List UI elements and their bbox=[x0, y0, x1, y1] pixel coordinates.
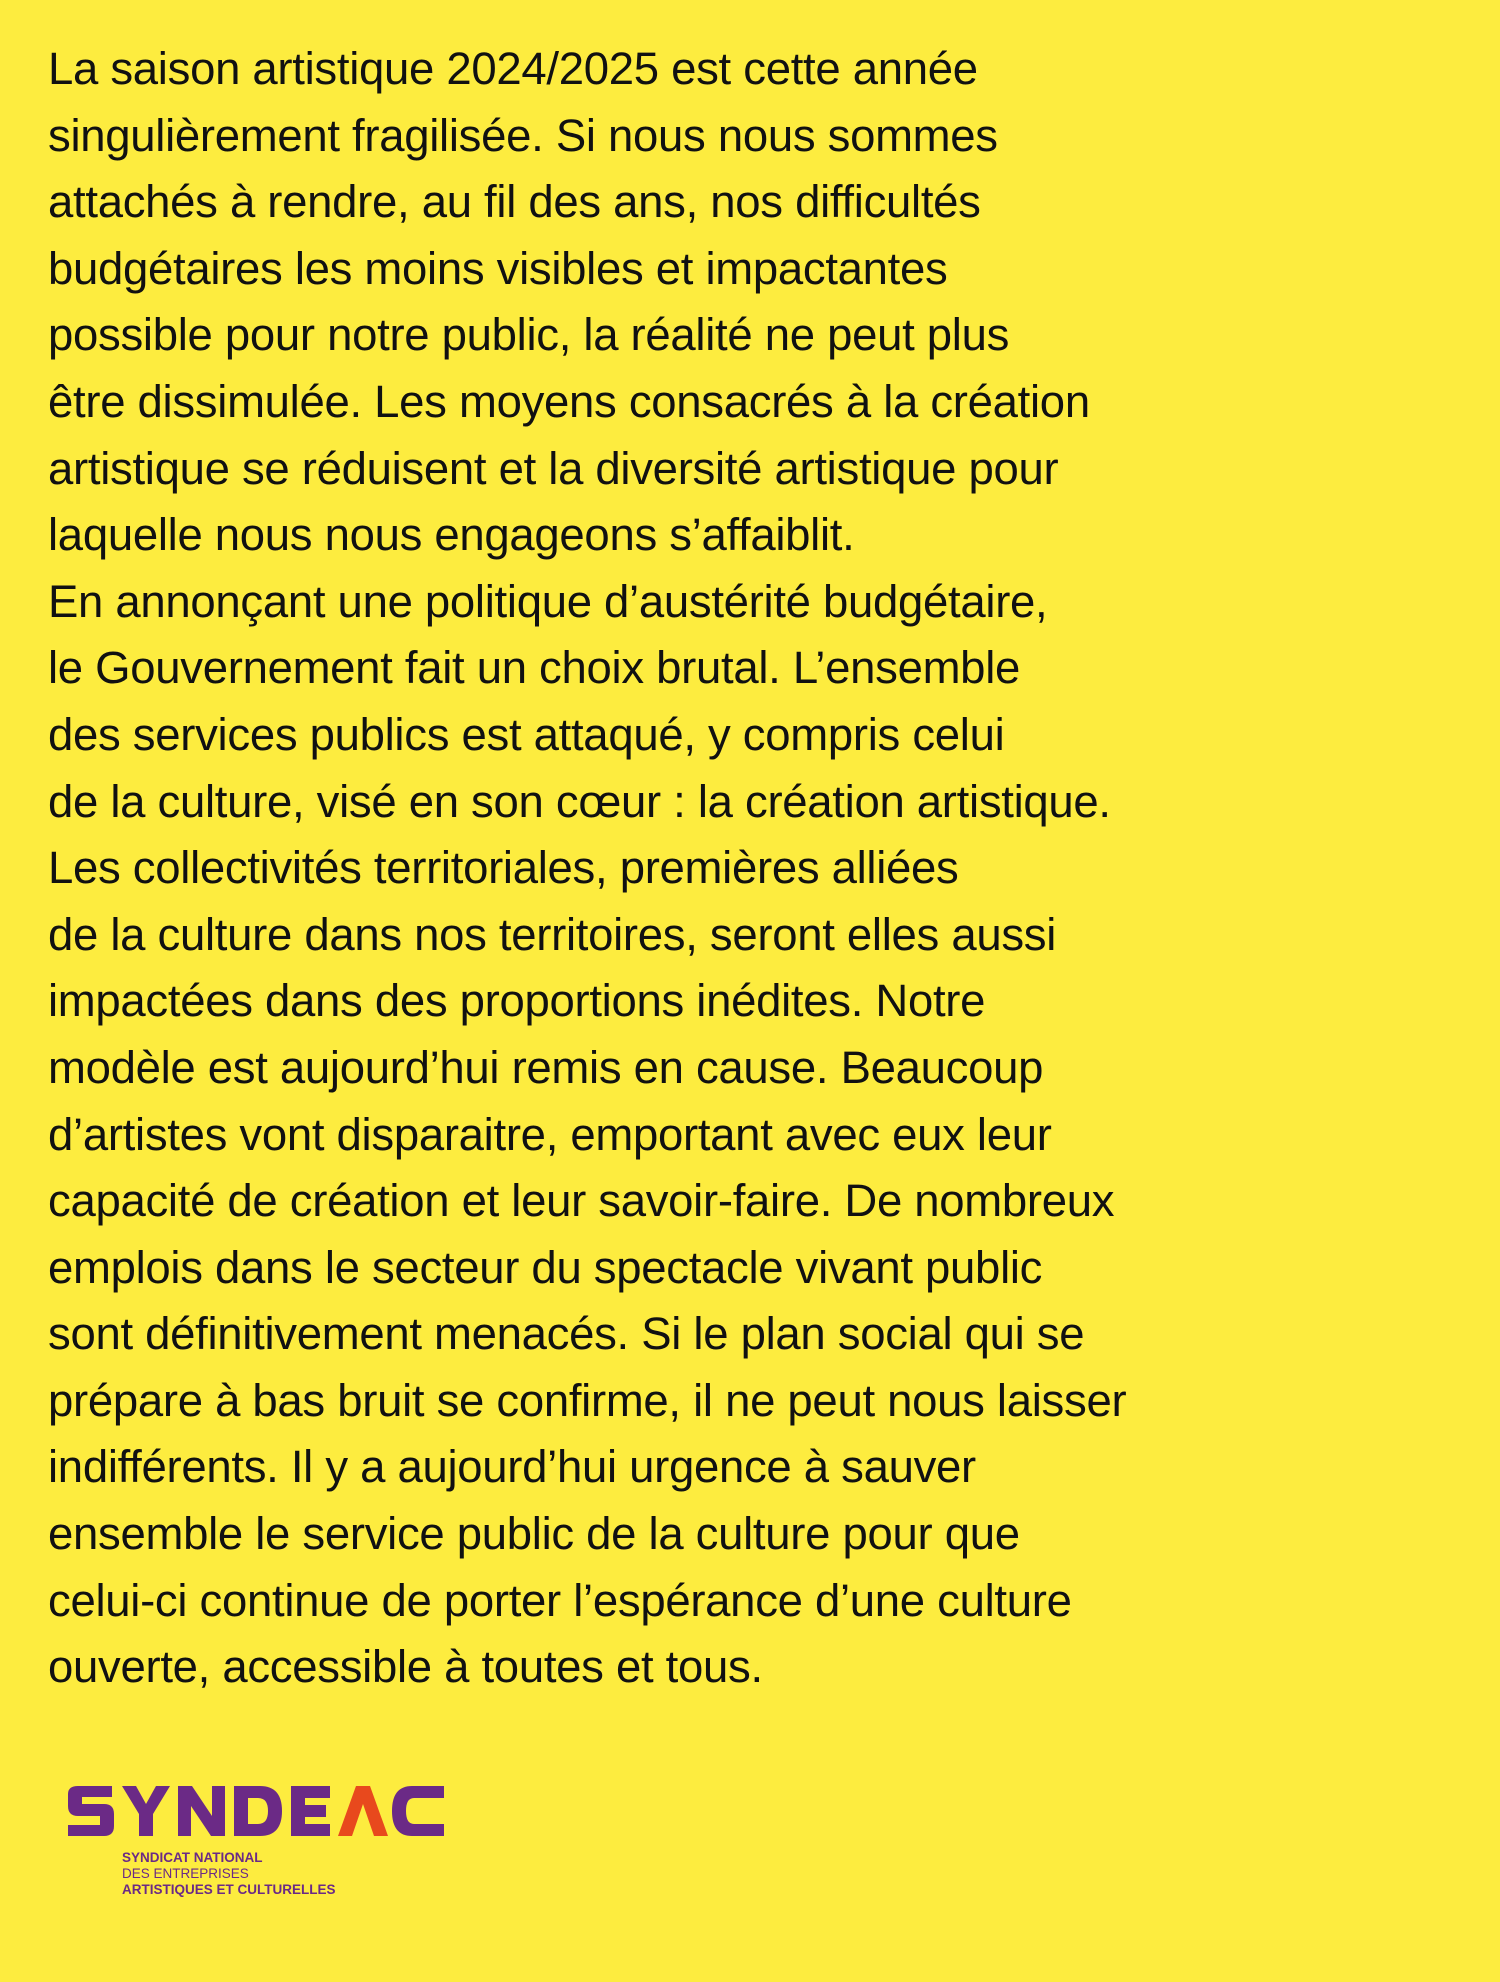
tagline-line-3: ARTISTIQUES ET CULTURELLES bbox=[122, 1882, 336, 1897]
tagline-line-1: SYNDICAT NATIONAL bbox=[122, 1850, 263, 1865]
statement-line: ensemble le service public de la culture pour que bbox=[48, 1508, 1020, 1560]
statement-line: emplois dans le secteur du spectacle vivant public bbox=[48, 1241, 1043, 1293]
statement-line: être dissimulée. Les moyens consacrés à la création bbox=[48, 375, 1090, 427]
tagline-line-2: DES ENTREPRISES bbox=[122, 1866, 249, 1881]
statement-line: de la culture dans nos territoires, seront elles aussi bbox=[48, 908, 1057, 960]
statement-text bbox=[48, 36, 1478, 1701]
statement-line: capacité de création et leur savoir-faire. De nombreux bbox=[48, 1175, 1115, 1227]
statement-line: de la culture, visé en son cœur : la création artistique. bbox=[48, 775, 1111, 827]
statement-line: des services publics est attaqué, y compris celui bbox=[48, 708, 1005, 760]
statement-line: laquelle nous nous engageons s’affaiblit. bbox=[48, 509, 855, 561]
statement-line: Les collectivités territoriales, premières alliées bbox=[48, 842, 959, 894]
statement-line: possible pour notre public, la réalité ne peut plus bbox=[48, 309, 1010, 361]
statement-line: sont définitivement menacés. Si le plan social qui se bbox=[48, 1308, 1085, 1360]
statement-line: ouverte, accessible à toutes et tous. bbox=[48, 1641, 763, 1693]
statement-line: prépare à bas bruit se confirme, il ne peut nous laisser bbox=[48, 1374, 1127, 1426]
syndeac-tagline bbox=[122, 1850, 336, 1898]
statement-line: celui-ci continue de porter l’espérance d’une culture bbox=[48, 1574, 1072, 1626]
statement-line: impactées dans des proportions inédites. Notre bbox=[48, 975, 986, 1027]
statement-line: d’artistes vont disparaitre, emportant avec eux leur bbox=[48, 1108, 1052, 1160]
statement-line: La saison artistique 2024/2025 est cette année bbox=[48, 43, 978, 94]
statement-line: attachés à rendre, au fil des ans, nos difficultés bbox=[48, 176, 981, 228]
statement-line: singulièrement fragilisée. Si nous nous sommes bbox=[48, 109, 998, 161]
statement-line: le Gouvernement fait un choix brutal. L’ensemble bbox=[48, 642, 1021, 694]
syndeac-wordmark-logo bbox=[62, 1780, 446, 1842]
statement-line: budgétaires les moins visibles et impactantes bbox=[48, 242, 948, 294]
statement-line: indifférents. Il y a aujourd’hui urgence à sauver bbox=[48, 1441, 976, 1493]
syndeac-logo bbox=[62, 1780, 462, 1910]
statement-line: modèle est aujourd’hui remis en cause. Beaucoup bbox=[48, 1041, 1044, 1093]
statement-line: En annonçant une politique d’austérité budgétaire, bbox=[48, 575, 1048, 627]
statement-line: artistique se réduisent et la diversité artistique pour bbox=[48, 442, 1059, 494]
